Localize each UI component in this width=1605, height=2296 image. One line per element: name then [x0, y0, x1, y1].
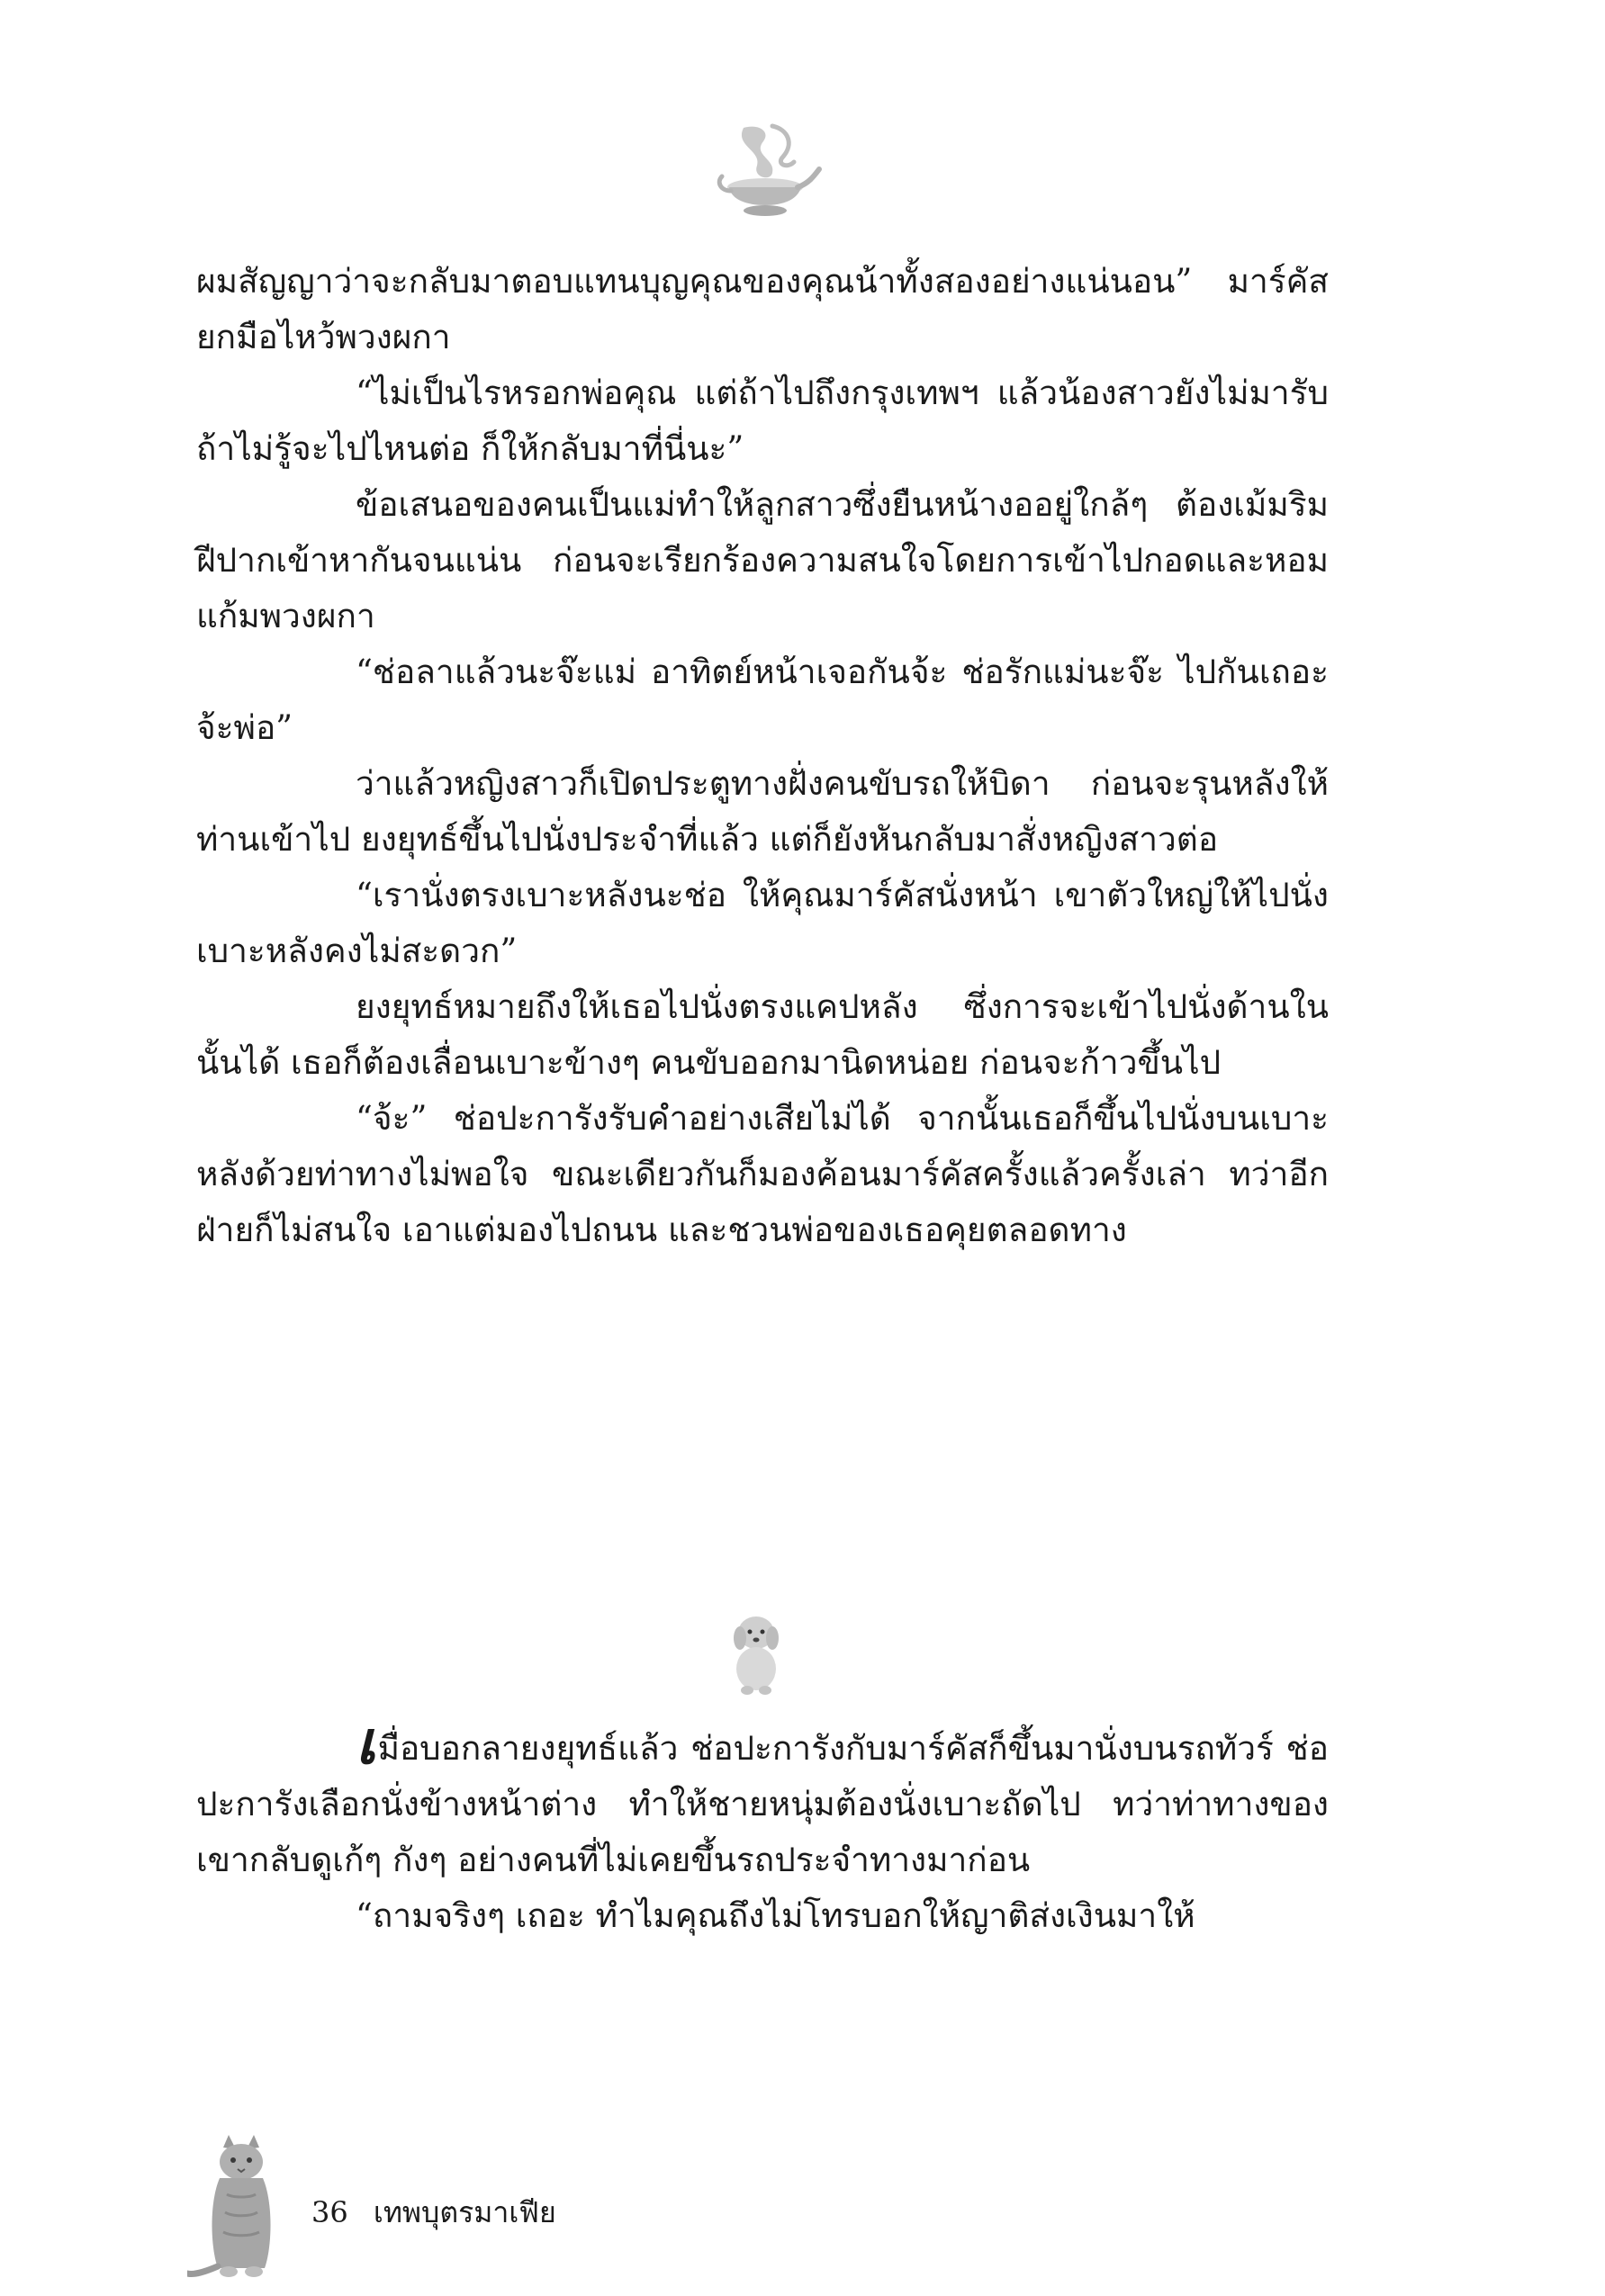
paragraph: ว่าแล้วหญิงสาวก็เปิดประตูทางฝั่งคนขับรถให้บิดา ก่อนจะรุนหลังให้ท่านเข้าไป ยงยุทธ์ขึ้นไปนั่งประจำที่แล้ว แต่ก็ยังหันกลับมาสั่งหญิงสาวต่อ — [196, 764, 1329, 859]
paragraph: ยงยุทธ์หมายถึงให้เธอไปนั่งตรงแคปหลัง ซึ่งการจะเข้าไปนั่งด้านในนั้นได้ เธอก็ต้องเลื่อนเบาะข้างๆ คนขับออกมานิดหน่อย ก่อนจะก้าวขึ้นไป — [196, 987, 1329, 1082]
page-number: 36 — [311, 2195, 348, 2229]
paragraph: “ช่อลาแล้วนะจ๊ะแม่ อาทิตย์หน้าเจอกันจ้ะ ช่อรักแม่นะจ๊ะ ไปกันเถอะจ้ะพ่อ” — [196, 653, 1329, 747]
drop-cap: เ — [356, 1707, 376, 1778]
dog-icon — [720, 1607, 792, 1697]
paragraph-text: มื่อบอกลายงยุทธ์แล้ว ช่อปะการังกับมาร์คัสก็ขึ้นมานั่งบนรถทัวร์ ช่อปะการังเลือกนั่งข้างหน้าต่าง ทำให้ชายหนุ่มต้องนั่งเบาะถัดไป ทว่าท่าทางของเขากลับดูเก้ๆ กังๆ อย่างคนที่ไม่เคยขึ้นรถประจำทางมาก่อน — [196, 1729, 1329, 1879]
paragraph — [196, 1707, 1329, 1888]
paragraph: “เรานั่งตรงเบาะหลังนะช่อ ให้คุณมาร์คัสนั่งหน้า เขาตัวใหญ่ให้ไปนั่งเบาะหลังคงไม่สะดวก” — [196, 876, 1329, 970]
paragraph: ข้อเสนอของคนเป็นแม่ทำให้ลูกสาวซึ่งยืนหน้างออยู่ใกล้ๆ ต้องเม้มริมฝีปากเข้าหากันจนแน่น ก่อนจะเรียกร้องความสนใจโดยการเข้าไปกอดและหอมแก้มพวงผกา — [196, 485, 1329, 635]
paragraph: “ไม่เป็นไรหรอกพ่อคุณ แต่ถ้าไปถึงกรุงเทพฯ แล้วน้องสาวยังไม่มารับ ถ้าไม่รู้จะไปไหนต่อ ก็ให้กลับมาที่นี่นะ” — [196, 374, 1329, 468]
cat-icon — [187, 2131, 295, 2284]
page-footer — [311, 2194, 556, 2230]
paragraph: “ถามจริงๆ เถอะ ทำไมคุณถึงไม่โทรบอกให้ญาติส่งเงินมาให้ — [356, 1896, 1195, 1935]
body-text-bottom — [196, 1707, 1329, 1944]
body-text-top — [196, 254, 1329, 1258]
lamp-icon — [708, 110, 825, 227]
paragraph: ผมสัญญาว่าจะกลับมาตอบแทนบุญคุณของคุณน้าทั้งสองอย่างแน่นอน” มาร์คัสยกมือไหว้พวงผกา — [196, 262, 1329, 356]
paragraph: “จ้ะ” ช่อปะการังรับคำอย่างเสียไม่ได้ จากนั้นเธอก็ขึ้นไปนั่งบนเบาะหลังด้วยท่าทางไม่พอใจ ขณะเดียวกันก็มองค้อนมาร์คัสครั้งแล้วครั้งเล่า ทว่าอีกฝ่ายก็ไม่สนใจ เอาแต่มองไปถนน และชวนพ่อของเธอคุยตลอดทาง — [196, 1099, 1329, 1249]
book-title: เทพบุตรมาเฟีย — [373, 2195, 556, 2229]
